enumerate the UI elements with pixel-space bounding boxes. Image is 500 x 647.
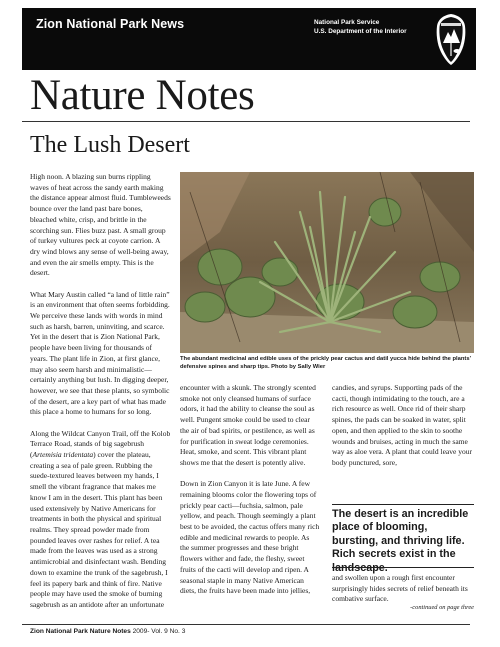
paragraph-text: Along the Wildcat Canyon Trail, off the Kolob Terrace Road, stands of big sagebrush (	[30, 428, 171, 460]
top-rule	[22, 121, 470, 122]
paragraph: encounter with a skunk. The strongly scented smoke not only cleansed humans of surface odors, it had the ability to cleanse the soul as well. Pungent smoke could be used to clear the air of bad spirits, or pestilence, as well as for purification in sweat lodge ceremonies. Heat, smoke, and scent. This vibrant plant shows me that the desert is potently alive.	[180, 383, 316, 467]
header-bar	[22, 8, 476, 70]
agency-block	[314, 18, 407, 36]
paragraph: candies, and syrups. Supporting pads of the cacti, though intimidating to the touch, are a rich resource as well. Once rid of their sharp spines, the pads can be soaked in water, split open, and then applied to the skin to soothe wounds and bruises, acting in much the same way as aloe vera. A plant that could leave your body punctured, sore,	[332, 383, 472, 467]
pullquote-rule-bottom	[332, 567, 474, 568]
article-column-1	[30, 172, 171, 621]
continued-note: -continued on page three	[410, 604, 474, 611]
photo-image	[180, 172, 474, 353]
article-headline: The Lush Desert	[30, 132, 190, 158]
nps-arrowhead-icon	[434, 12, 468, 66]
publication-title: Zion National Park News	[36, 17, 185, 31]
paragraph: High noon. A blazing sun burns rippling waves of heat across the sandy earth making the distance appear almost fluid. Tumbleweeds bounce over the land past bare bones, bleached white, crisp, and brittle in the scorching sun. Flies buzz past. A small group of turkey vultures peck at coyote carrion. A dry wind blows any sense of well-being away, and even the air smells empty. This is the desert.	[30, 172, 171, 278]
article-column-2	[180, 383, 320, 608]
pull-quote: The desert is an incredible place of blooming, bursting, and thriving life. Rich secrets exist in the	[332, 508, 469, 561]
paragraph: What Mary Austin called “a land of little rain” is an environment that often seems forbidding. We perceive these lands with words in mind such as harsh, barren, uninviting, and scarce. Yet in the desert that is Zion National Park, people have been living for thousands of years. The plant life in Zion, at first glance, may also seem harsh and minimalistic—certainly anything but lush. In digging deeper, however, we see that these plants, so symbolic of the desert, are a key part of what has made this place a home to humans for so long.	[30, 289, 170, 417]
photo-caption: The abundant medicinal and edible uses of the prickly pear cactus and datil yucca hide behind the plants' defensive spines and sharp tips. Photo by Sally Wier	[180, 356, 471, 371]
footer-issue: 2009- Vol. 9 No. 3	[130, 628, 186, 635]
cactus-photo	[180, 172, 474, 353]
paragraph: and swollen upon a rough first encounter surprisingly hides secrets of relief beneath its combative surface.	[332, 573, 468, 604]
scientific-name: Artemisia tridentata	[32, 450, 94, 460]
masthead-title: Nature Notes	[30, 72, 255, 119]
paragraph-text: ) cover the plateau, creating a sea of pale green. Rubbing the suede-textured leaves between my hands, I smell the vibrant fragrance that makes me know I am in the desert. This plant has been used extensively by Native Americans for treatments in both the physical and spiritual realms. They spread powder made from pounded leaves over rashes for relief. A tea made from the leaves was used as a strong antimicrobial and disinfectant wash. Bending down to examine the trunk of the sagebrush, I feel its papery bark and think of fire. Native people may have used the smoke of burning sagebrush as an antidote after an unfortunate	[30, 450, 168, 609]
pullquote-rule-top	[332, 504, 474, 505]
footer-publication: Zion National Park Nature Notes	[30, 628, 131, 635]
bottom-rule	[22, 624, 470, 625]
article-column-3	[332, 383, 474, 479]
paragraph	[30, 429, 171, 611]
agency-line-1: National Park Service	[314, 19, 380, 26]
footer	[30, 628, 185, 635]
agency-line-2: U.S. Department of the Interior	[314, 28, 407, 35]
paragraph: Down in Zion Canyon it is late June. A few remaining blooms color the flowering tops of prickly pear cacti—fuchsia, salmon, pale yellow, and peach. Though seemingly a plant best to be avoided, the cactus offers many rich edible and medicinal rewards to people. As the summer progresses and these bright flowers wither and fade, the fleshy, sweet fruits of the cacti will develop and ripen. A seasonal staple in many Native American diets, the fruits have been made into jellies,	[180, 479, 320, 596]
